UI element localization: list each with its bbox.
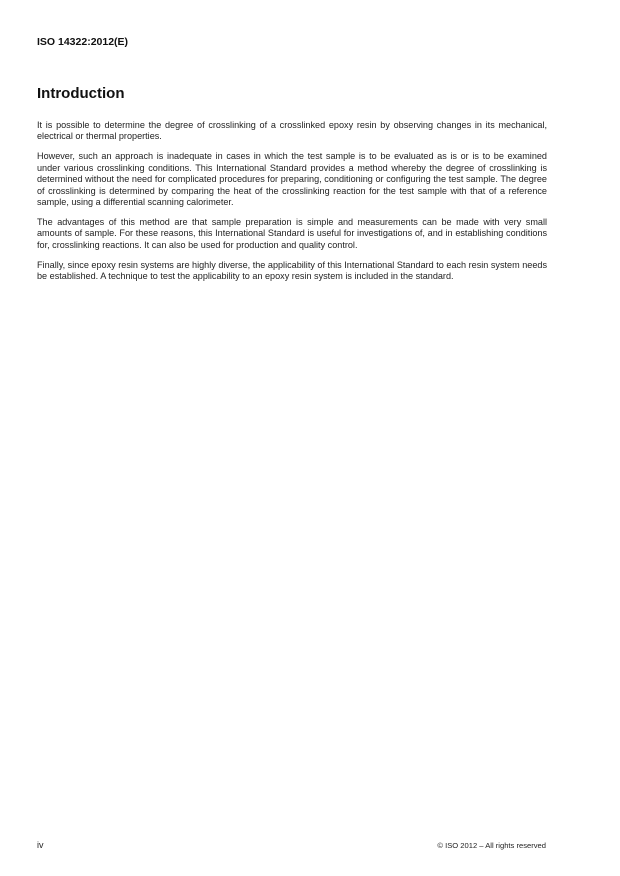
paragraph: Finally, since epoxy resin systems are highly diverse, the applicability of this International Standard to each resin system needs be established. A technique to test the applicability to an epoxy resin system is included in the standard. <box>37 259 547 282</box>
paragraph: However, such an approach is inadequate in cases in which the test sample is to be evaluated as is or is to be examined under various crosslinking conditions. This International Standard provides a method whereby the degree of crosslinking is determined without the need for complicated procedures for preparing, conditioning or configuring the test sample. The degree of crosslinking is determined by comparing the heat of the crosslinking reaction for the test sample with that of a reference sample, using a differential scanning calorimeter. <box>37 151 547 208</box>
paragraph: It is possible to determine the degree of crosslinking of a crosslinked epoxy resin by observing changes in its mechanical, electrical or thermal properties. <box>37 120 547 142</box>
section-title: Introduction <box>37 85 125 102</box>
document-id: ISO 14322:2012(E) <box>37 36 129 48</box>
page-number: iv <box>37 840 44 850</box>
copyright-notice: © ISO 2012 – All rights reserved <box>437 841 546 850</box>
section-body <box>37 120 547 291</box>
paragraph: The advantages of this method are that sample preparation is simple and measurements can be made with very small amounts of sample. For these reasons, this International Standard is useful for investigations of, and in establishing conditions for, crosslinking reactions. It can also be used for production and quality control. <box>37 217 547 250</box>
